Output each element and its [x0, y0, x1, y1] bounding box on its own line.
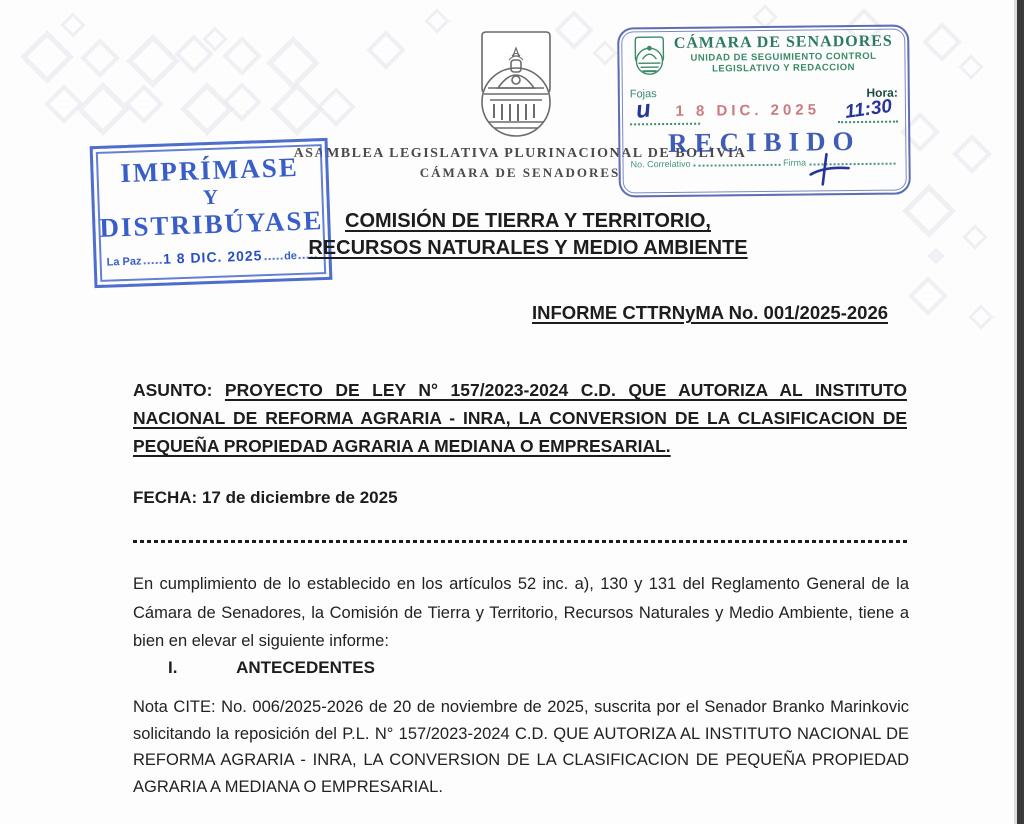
informe-number: INFORME CTTRNyMA No. 001/2025-2026 [531, 302, 889, 323]
recibido-stamp [617, 24, 911, 197]
stamp-line2: Y [202, 184, 219, 210]
section-heading-antecedentes [168, 658, 375, 678]
received-stamp-subtitle2: LEGISLATIVO Y REDACCION [712, 62, 856, 75]
received-date-stamp: 1 8 DIC. 2025 [675, 101, 821, 120]
fecha-line: FECHA: 17 de diciembre de 2025 [133, 488, 398, 507]
stamp-date-value: 1 8 DIC. 2025 [162, 247, 263, 267]
senate-emblem-small-icon [629, 35, 670, 86]
institution-name: ASAMBLEA LEGISLATIVA PLURINACIONAL DE BOLIVIA [293, 146, 747, 161]
asunto-paragraph [133, 376, 907, 460]
stamp-line1: IMPRÍMASE [119, 151, 300, 189]
commission-title-line2: RECURSOS NATURALES Y MEDIO AMBIENTE [308, 237, 748, 259]
commission-title-line1: COMISIÓN DE TIERRA Y TERRITORIO, [345, 210, 711, 232]
body-paragraph-2: Nota CITE: No. 006/2025-2026 de 20 de noviembre de 2025, suscrita por el Senador Branko Marinkovic solicitando la reposición del P.L. N° 157/2023-2024 C.D. QUE AUTORIZA AL INSTITUTO NACIONAL DE REFORMA AGRARIA - INRA, LA CONVERSION DE LA CLASIFICACION DE PEQUEÑA PROPIEDAD AGRARIA A MEDIANA O EMPRESARIAL. [133, 698, 909, 796]
fojas-handwritten-value: u [634, 95, 653, 125]
fojas-label: Fojas [629, 88, 657, 101]
dotted-leader [694, 162, 781, 167]
recibido-text: RECIBIDO [667, 125, 861, 159]
dotted-leader [144, 261, 162, 265]
stamp-line3: DISTRIBÚYASE [98, 205, 324, 243]
body-paragraph-1: En cumplimiento de lo establecido en los artículos 52 inc. a), 130 y 131 del Reglamento General de la Cámara de Senadores, la Comisión de Tierra y Territorio, Recursos Naturales y Medio Ambiente, tiene a bien en elevar el siguiente informe: [133, 575, 909, 650]
signature-mark-icon [806, 152, 850, 191]
page-scan-edge [1017, 0, 1024, 824]
chamber-name: CÁMARA DE SENADORES [419, 165, 621, 180]
stamp-de-label: de [283, 250, 298, 263]
received-stamp-subtitle1: UNIDAD DE SEGUIMIENTO CONTROL [690, 50, 877, 64]
commission-title [268, 208, 788, 262]
hora-handwritten-value: 11:30 [843, 95, 894, 123]
dashed-separator [133, 540, 907, 543]
stamp-place-label: La Paz [106, 255, 142, 269]
hora-label: Hora: [866, 85, 898, 100]
firma-label: Firma [783, 157, 807, 168]
asunto-label: ASUNTO: [133, 380, 213, 400]
section-title: ANTECEDENTES [236, 658, 375, 677]
section-number: I. [168, 658, 178, 677]
correlativo-label: No. Correlativo [630, 158, 691, 170]
senate-emblem-icon [468, 30, 564, 155]
received-stamp-title: CÁMARA DE SENADORES [673, 32, 893, 52]
asunto-text: PROYECTO DE LEY N° 157/2023-2024 C.D. QUE AUTORIZA AL INSTITUTO NACIONAL DE REFORMA AGRARIA - INRA, LA CONVERSION DE LA CLASIFICACION DE PEQUEÑA PROPIEDAD AGRARIA A MEDIANA O EMPRESARIAL. [133, 380, 907, 456]
